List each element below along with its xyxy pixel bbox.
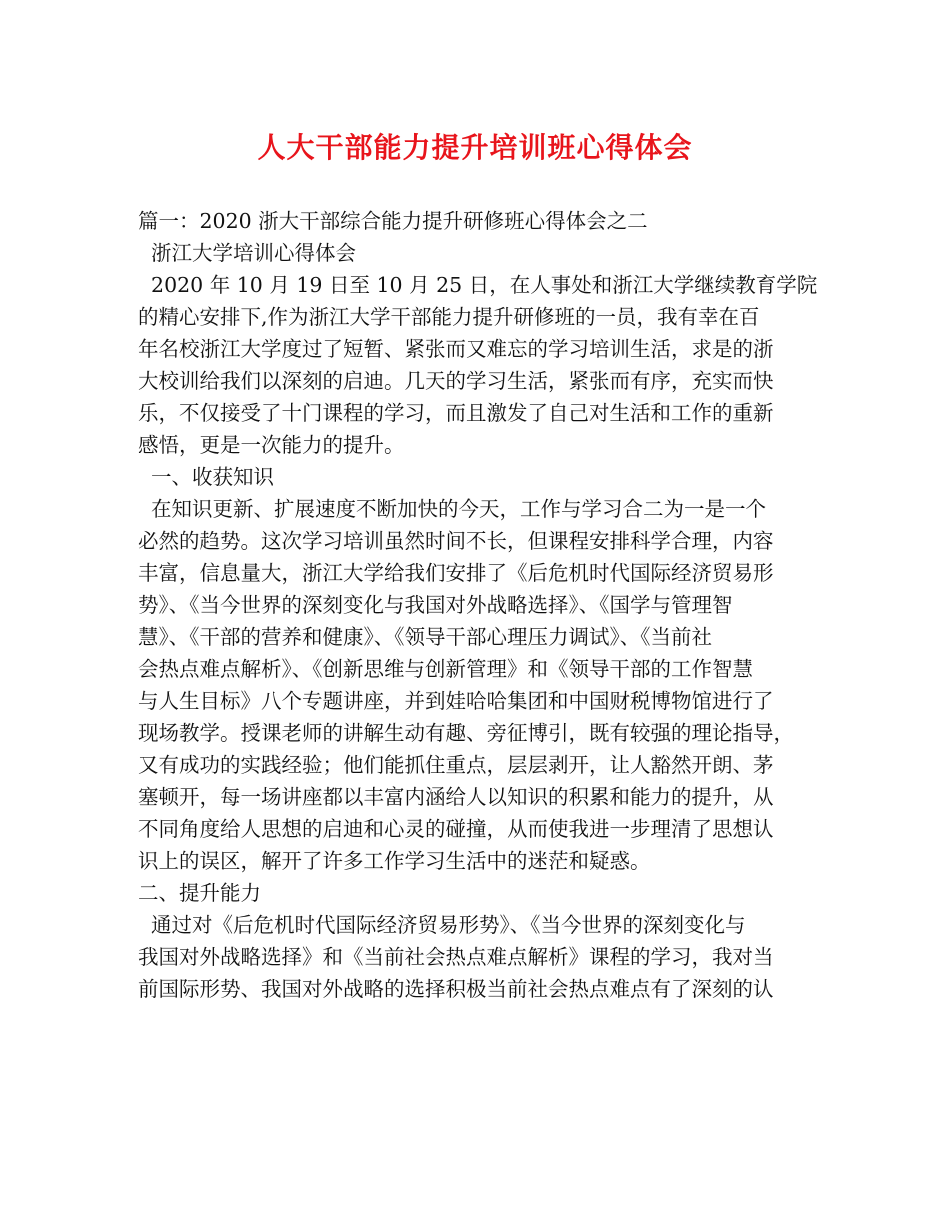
- text-line: 又有成功的实践经验；他们能抓住重点，层层剥开，让人豁然开朗、茅: [138, 753, 774, 777]
- text-line: 感悟，更是一次能力的提升。: [138, 433, 405, 457]
- text-line: 2020 年 10 月 19 日至 10 月 25 日，在人事处和浙江大学继续教育学院: [138, 273, 818, 297]
- text-line: 通过对《后危机时代国际经济贸易形势》、《当今世界的深刻变化与: [138, 913, 746, 937]
- document-body: [138, 205, 818, 1005]
- text-line: 塞顿开，每一场讲座都以丰富内涵给人以知识的积累和能力的提升，从: [138, 785, 774, 809]
- text-line: 篇一：2020 浙大干部综合能力提升研修班心得体会之二: [138, 209, 648, 233]
- text-line: 乐，不仅接受了十门课程的学习，而且激发了自己对生活和工作的重新: [138, 401, 774, 425]
- text-line: 现场教学。授课老师的讲解生动有趣、旁征博引，既有较强的理论指导，: [138, 721, 794, 745]
- text-line: 丰富，信息量大，浙江大学给我们安排了《后危机时代国际经济贸易形: [138, 561, 774, 585]
- text-line: 势》、《当今世界的深刻变化与我国对外战略选择》、《国学与管理智: [138, 593, 733, 617]
- text-line: 年名校浙江大学度过了短暂、紧张而又难忘的学习培训生活，求是的浙: [138, 337, 774, 361]
- text-line: 不同角度给人思想的启迪和心灵的碰撞，从而使我进一步理清了思想认: [138, 817, 774, 841]
- document-title: 人大干部能力提升培训班心得体会: [257, 131, 693, 164]
- text-line: 我国对外战略选择》和《当前社会热点难点解析》课程的学习，我对当: [138, 945, 774, 969]
- text-line: 一、收获知识: [138, 465, 275, 489]
- text-line: 会热点难点解析》、《创新思维与创新管理》和《领导干部的工作智慧: [138, 657, 753, 681]
- text-line: 必然的趋势。这次学习培训虽然时间不长，但课程安排科学合理，内容: [138, 529, 774, 553]
- text-line: 的精心安排下,作为浙江大学干部能力提升研修班的一员，我有幸在百: [138, 305, 760, 329]
- text-line: 二、提升能力: [138, 881, 261, 905]
- text-line: 前国际形势、我国对外战略的选择积极当前社会热点难点有了深刻的认: [138, 977, 774, 1001]
- text-line: 识上的误区，解开了许多工作学习生活中的迷茫和疑惑。: [138, 849, 651, 873]
- text-line: 慧》、《干部的营养和健康》、《领导干部心理压力调试》、《当前社: [138, 625, 712, 649]
- text-line: 与人生目标》八个专题讲座，并到娃哈哈集团和中国财税博物馆进行了: [138, 689, 774, 713]
- text-line: 大校训给我们以深刻的启迪。几天的学习生活，紧张而有序，充实而快: [138, 369, 774, 393]
- text-line: 在知识更新、扩展速度不断加快的今天，工作与学习合二为一是一个: [138, 497, 767, 521]
- text-line: 浙江大学培训心得体会: [138, 241, 357, 265]
